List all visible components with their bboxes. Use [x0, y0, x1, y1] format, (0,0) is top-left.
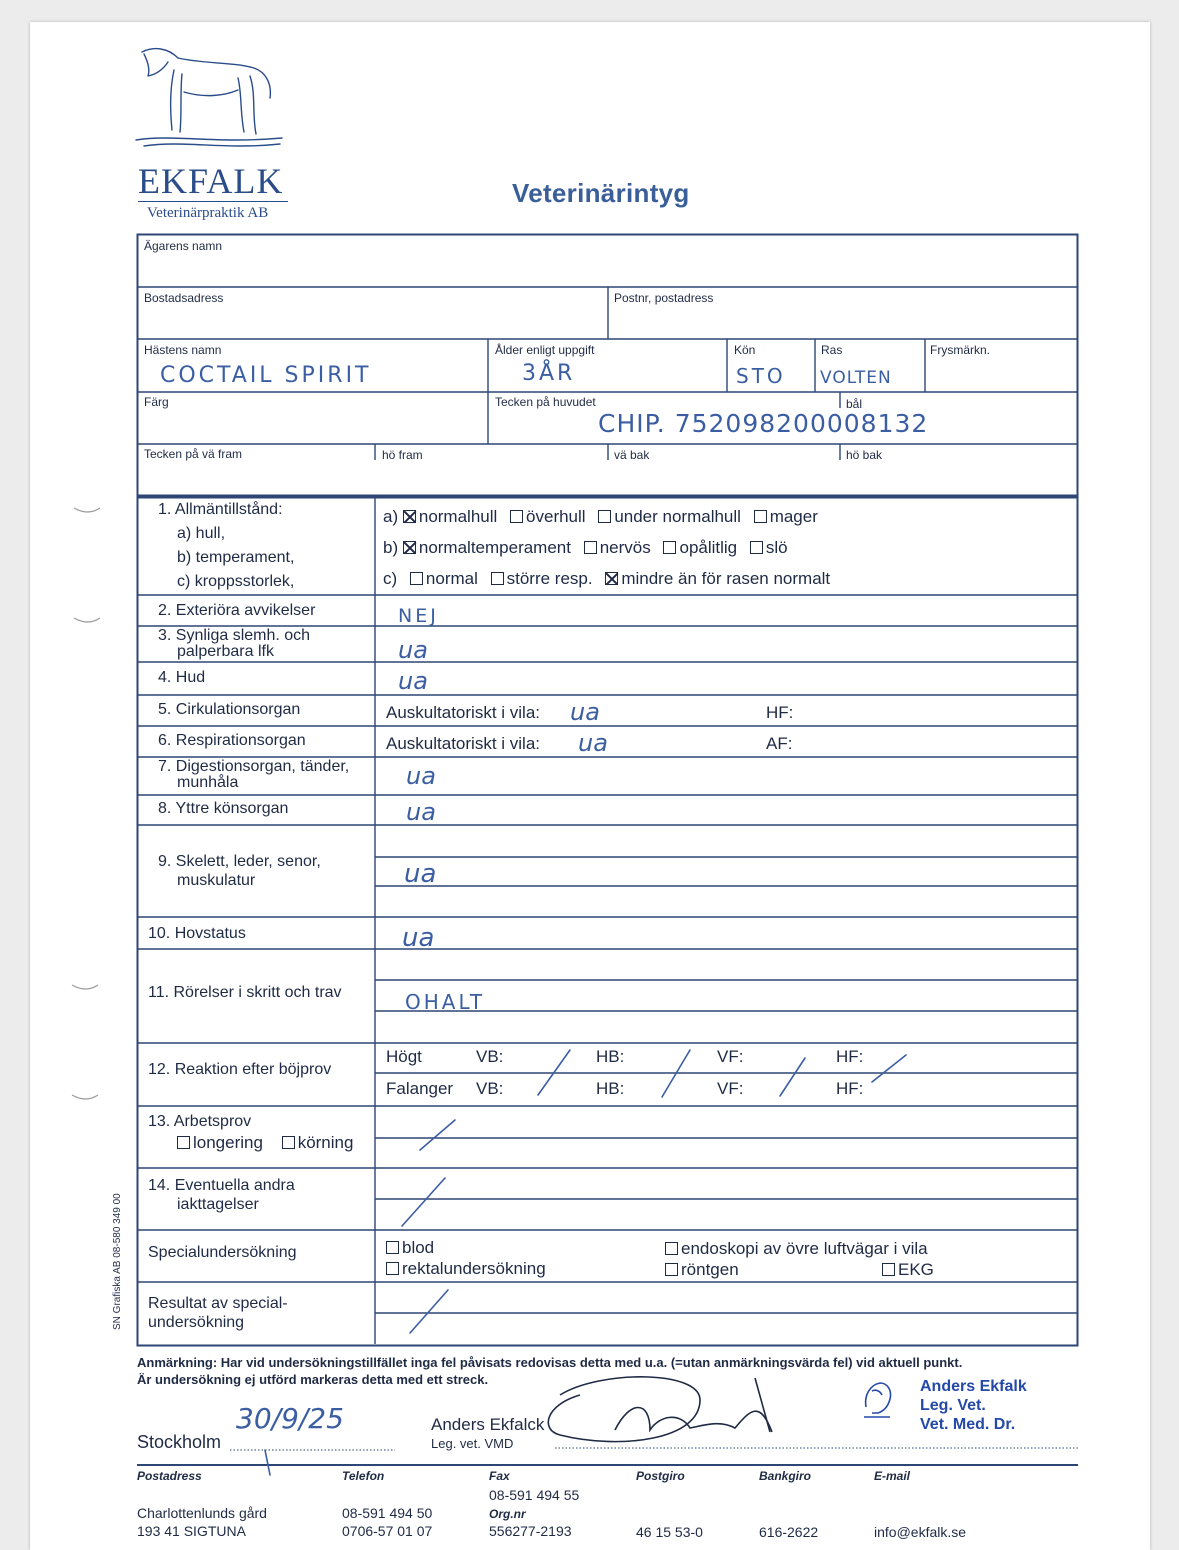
label-storre: större resp.: [506, 569, 593, 588]
s1-row-b: [383, 538, 788, 558]
s9-title-line2: muskulatur: [177, 872, 256, 889]
s6-value: ua: [578, 729, 608, 757]
postal-label: Postnr, postadress: [614, 291, 714, 305]
checkbox-normaltemperament[interactable]: [403, 541, 416, 554]
s9-title-line1: 9. Skelett, leder, senor,: [158, 853, 321, 870]
horse-name-label: Hästens namn: [144, 343, 222, 357]
s1-a: a) hull,: [177, 525, 226, 542]
stamp-horse-icon: [858, 1377, 896, 1425]
footer-postgiro: 46 15 53-0: [636, 1524, 703, 1540]
back-right-label: hö bak: [846, 448, 883, 462]
checkbox-overhull[interactable]: [510, 510, 523, 523]
special-endoskopi: [665, 1239, 928, 1259]
s5-auskultation-label: Auskultatoriskt i vila:: [386, 703, 540, 722]
checkbox-storre[interactable]: [491, 572, 504, 585]
printer-side-text: SN Grafiska AB 08-580 349 00: [112, 1193, 123, 1330]
color-label: Färg: [144, 395, 169, 409]
body-marks-label: bål: [846, 397, 863, 411]
footer-postadress-line1: Charlottenlunds gård: [137, 1505, 267, 1521]
special-blod: [386, 1238, 434, 1258]
s14-title-line2: iakttagelser: [177, 1196, 259, 1213]
s7-title-line1: 7. Digestionsorgan, tänder,: [158, 758, 350, 775]
chip-value: CHIP. 752098200008132: [598, 409, 929, 438]
checkbox-longering[interactable]: [177, 1136, 190, 1149]
s6-title: 6. Respirationsorgan: [158, 732, 306, 749]
breed-label: Ras: [821, 343, 843, 357]
front-left-label: Tecken på vä fram: [144, 447, 243, 461]
logo-subtitle: Veterinärpraktik AB: [147, 205, 269, 221]
checkbox-opalitlig[interactable]: [663, 541, 676, 554]
s4-title: 4. Hud: [158, 669, 206, 686]
checkbox-nervos[interactable]: [584, 541, 597, 554]
s3-title-line1: 3. Synliga slemh. och: [158, 627, 311, 644]
date-value: 30/9/25: [236, 1402, 344, 1435]
footer-orgnr-label: Org.nr: [489, 1507, 526, 1521]
footer-postadress-label: Postadress: [137, 1469, 202, 1483]
s7-title-line2: munhåla: [177, 774, 239, 791]
label-slo: slö: [765, 538, 788, 557]
label-nervos: nervös: [599, 538, 651, 557]
label-endoskopi: endoskopi av övre luftvägar i vila: [681, 1239, 928, 1258]
s12-hogt-label: Högt: [386, 1047, 422, 1066]
s10-value: ua: [402, 923, 435, 953]
s12-falanger-hb: HB:: [596, 1079, 625, 1098]
label-normal-size: normal: [425, 569, 478, 588]
s1-row-b-prefix: b): [383, 538, 399, 557]
s2-value: NEJ: [398, 605, 439, 627]
label-under-normalhull: under normalhull: [614, 507, 741, 526]
stamp-line3: Vet. Med. Dr.: [920, 1416, 1016, 1433]
s9-value: ua: [404, 859, 437, 889]
s1-row-a-prefix: a): [383, 507, 399, 526]
label-mindre: mindre än för rasen normalt: [621, 569, 831, 588]
result-title-line2: undersökning: [148, 1314, 245, 1331]
footer-email[interactable]: info@ekfalk.se: [874, 1524, 967, 1540]
label-korning: körning: [297, 1133, 354, 1152]
s14-title-line1: 14. Eventuella andra: [148, 1177, 295, 1194]
label-overhull: överhull: [526, 507, 586, 526]
s1-row-c-prefix: c): [383, 569, 398, 588]
s6-auskultation-label: Auskultatoriskt i vila:: [386, 734, 540, 753]
s5-value: ua: [570, 698, 600, 726]
special-title: Specialundersökning: [148, 1244, 297, 1261]
s8-value: ua: [406, 798, 436, 826]
checkbox-normalhull[interactable]: [403, 510, 416, 523]
label-opalitlig: opålitlig: [679, 538, 738, 557]
s12-falanger-vb: VB:: [476, 1079, 504, 1098]
vet-name: Anders Ekfalck: [431, 1415, 545, 1434]
checkbox-mager[interactable]: [754, 510, 767, 523]
age-label: Ålder enligt uppgift: [495, 343, 595, 357]
s12-hogt-hf: HF:: [836, 1047, 864, 1066]
s3-value: ua: [398, 636, 428, 664]
s12-falanger-vf: VF:: [717, 1079, 744, 1098]
footer-fax-label: Fax: [489, 1469, 510, 1483]
note-line2: Är undersökning ej utförd markeras detta med ett streck.: [137, 1372, 489, 1387]
label-rektalundersokning: rektalundersökning: [402, 1259, 546, 1278]
footer-telefon-2: 0706-57 01 07: [342, 1523, 433, 1539]
checkbox-korning[interactable]: [282, 1136, 295, 1149]
checkbox-normal-size[interactable]: [410, 572, 423, 585]
horse-name-value: COCTAIL SPIRIT: [160, 363, 372, 388]
label-mager: mager: [769, 507, 818, 526]
checkbox-ekg[interactable]: [882, 1263, 895, 1276]
s2-title: 2. Exteriöra avvikelser: [158, 602, 316, 619]
label-longering: longering: [193, 1133, 263, 1152]
s1-row-c: [383, 569, 830, 589]
footer-postadress-line2: 193 41 SIGTUNA: [137, 1523, 246, 1539]
footer-email-label: E-mail: [874, 1469, 911, 1483]
s1-title: 1. Allmäntillstånd:: [158, 501, 283, 518]
vet-title: Leg. vet. VMD: [431, 1436, 514, 1451]
s12-hogt-vf: VF:: [717, 1047, 744, 1066]
s4-value: ua: [398, 667, 428, 695]
s12-hogt-vb: VB:: [476, 1047, 504, 1066]
front-right-label: hö fram: [382, 448, 423, 462]
owner-name-label: Ägarens namn: [144, 239, 223, 253]
checkbox-under-normalhull[interactable]: [598, 510, 611, 523]
checkbox-rektalundersokning[interactable]: [386, 1262, 399, 1275]
s13-options: [177, 1133, 353, 1153]
label-normaltemperament: normaltemperament: [418, 538, 571, 557]
head-marks-label: Tecken på huvudet: [495, 395, 596, 409]
footer-telefon-label: Telefon: [342, 1469, 385, 1483]
stamp-line2: Leg. Vet.: [920, 1397, 986, 1414]
label-ekg: EKG: [898, 1260, 934, 1279]
label-normalhull: normalhull: [418, 507, 498, 526]
stamp-line1: Anders Ekfalk: [920, 1378, 1027, 1395]
s5-hf-label: HF:: [766, 703, 794, 722]
s6-af-label: AF:: [766, 734, 793, 753]
place: Stockholm: [137, 1432, 222, 1452]
sex-value: STO: [736, 364, 786, 388]
footer-postgiro-label: Postgiro: [636, 1469, 685, 1483]
s1-row-a: [383, 507, 818, 527]
address-label: Bostadsadress: [144, 291, 224, 305]
checkbox-endoskopi[interactable]: [665, 1242, 678, 1255]
s12-title: 12. Reaktion efter böjprov: [148, 1061, 332, 1078]
footer-bankgiro: 616-2622: [759, 1524, 819, 1540]
s10-title: 10. Hovstatus: [148, 925, 246, 942]
s12-falanger-label: Falanger: [386, 1079, 454, 1098]
note-line1: Anmärkning: Har vid undersökningstillfället inga fel påvisats redovisas detta med u.a. (=utan anmärkningsvärda fel) vid aktuell punkt.: [137, 1355, 963, 1370]
checkbox-slo[interactable]: [750, 541, 763, 554]
document-title: Veterinärintyg: [512, 178, 690, 208]
breed-value: VOLTEN: [820, 368, 892, 388]
special-rontgen: [665, 1260, 739, 1280]
checkbox-mindre[interactable]: [605, 572, 618, 585]
age-value: 3ÅR: [522, 361, 576, 386]
special-rektal: [386, 1259, 546, 1279]
logo-name: EKFALK: [138, 161, 284, 201]
special-ekg: [882, 1260, 934, 1280]
s11-value: OHALT: [405, 990, 486, 1014]
sex-label: Kön: [734, 343, 756, 357]
footer-fax: 08-591 494 55: [489, 1487, 580, 1503]
s13-title: 13. Arbetsprov: [148, 1113, 252, 1130]
s8-title: 8. Yttre könsorgan: [158, 800, 289, 817]
s12-hogt-hb: HB:: [596, 1047, 625, 1066]
s3-title-line2: palperbara lfk: [177, 643, 274, 660]
back-left-label: vä bak: [614, 448, 650, 462]
s12-falanger-hf: HF:: [836, 1079, 864, 1098]
s11-title: 11. Rörelser i skritt och trav: [148, 984, 342, 1001]
checkbox-rontgen[interactable]: [665, 1263, 678, 1276]
s7-value: ua: [406, 762, 436, 790]
result-title-line1: Resultat av special-: [148, 1295, 288, 1312]
label-rontgen: röntgen: [681, 1260, 739, 1279]
footer-orgnr: 556277-2193: [489, 1523, 572, 1539]
s1-b: b) temperament,: [177, 549, 295, 566]
s1-c: c) kroppsstorlek,: [177, 573, 295, 590]
footer-bankgiro-label: Bankgiro: [759, 1469, 812, 1483]
footer-telefon-1: 08-591 494 50: [342, 1505, 433, 1521]
freeze-mark-label: Frysmärkn.: [930, 343, 990, 357]
checkbox-blod[interactable]: [386, 1241, 399, 1254]
s5-title: 5. Cirkulationsorgan: [158, 701, 301, 718]
signature-scribble: [548, 1377, 772, 1442]
label-blod: blod: [402, 1238, 435, 1257]
